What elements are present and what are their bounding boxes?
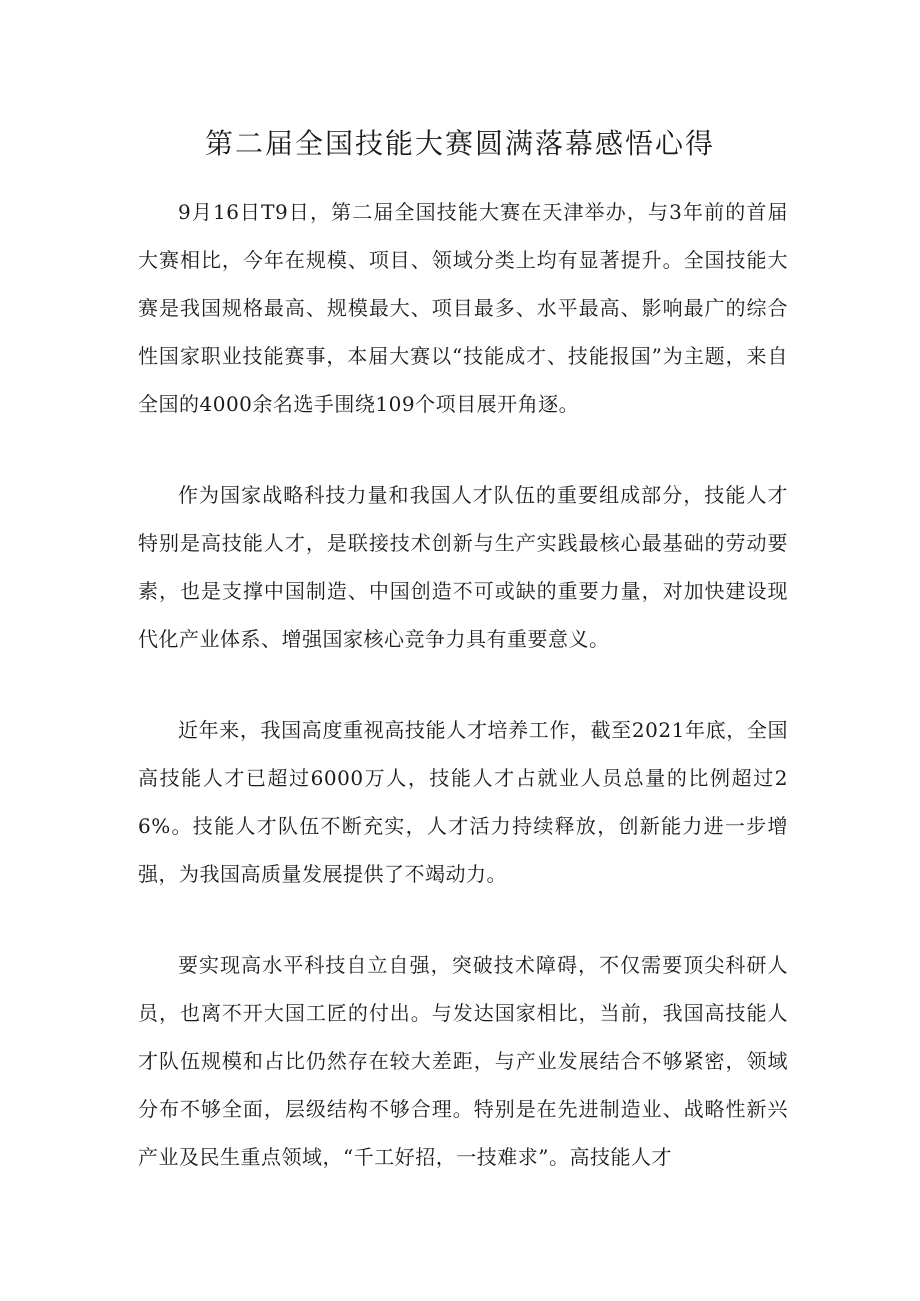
paragraph-2: 作为国家战略科技力量和我国人才队伍的重要组成部分，技能人才特别是高技能人才，是联接技术创新与生产实践最核心最基础的劳动要素，也是支撑中国制造、中国创造不可或缺的重要力量，对加快建设现代化产业体系、增强国家核心竞争力具有重要意义。 xyxy=(138,483,788,651)
paragraph-1: 9月16日T9日，第二届全国技能大赛在天津举办，与3年前的首届大赛相比，今年在规模、项目、领域分类上均有显著提升。全国技能大赛是我国规格最高、规模最大、项目最多、水平最高、影响最广的综合性国家职业技能赛事，本届大赛以“技能成才、技能报国”为主题，来自全国的4000余名选手围绕109个项目展开角逐。 xyxy=(138,200,788,416)
document-body xyxy=(138,188,788,1224)
paragraph-4: 要实现高水平科技自立自强，突破技术障碍，不仅需要顶尖科研人员，也离不开大国工匠的付出。与发达国家相比，当前，我国高技能人才队伍规模和占比仍然存在较大差距，与产业发展结合不够紧密，领域分布不够全面，层级结构不够合理。特别是在先进制造业、战略性新兴产业及民生重点领域，“千工好招，一技难求”。高技能人才 xyxy=(138,953,788,1169)
paragraph-3: 近年来，我国高度重视高技能人才培养工作，截至2021年底，全国高技能人才已超过6000万人，技能人才占就业人员总量的比例超过26%。技能人才队伍不断充实，人才活力持续释放，创新能力进一步增强，为我国高质量发展提供了不竭动力。 xyxy=(138,718,788,886)
document-title: 第二届全国技能大赛圆满落幕感悟心得 xyxy=(204,127,715,160)
